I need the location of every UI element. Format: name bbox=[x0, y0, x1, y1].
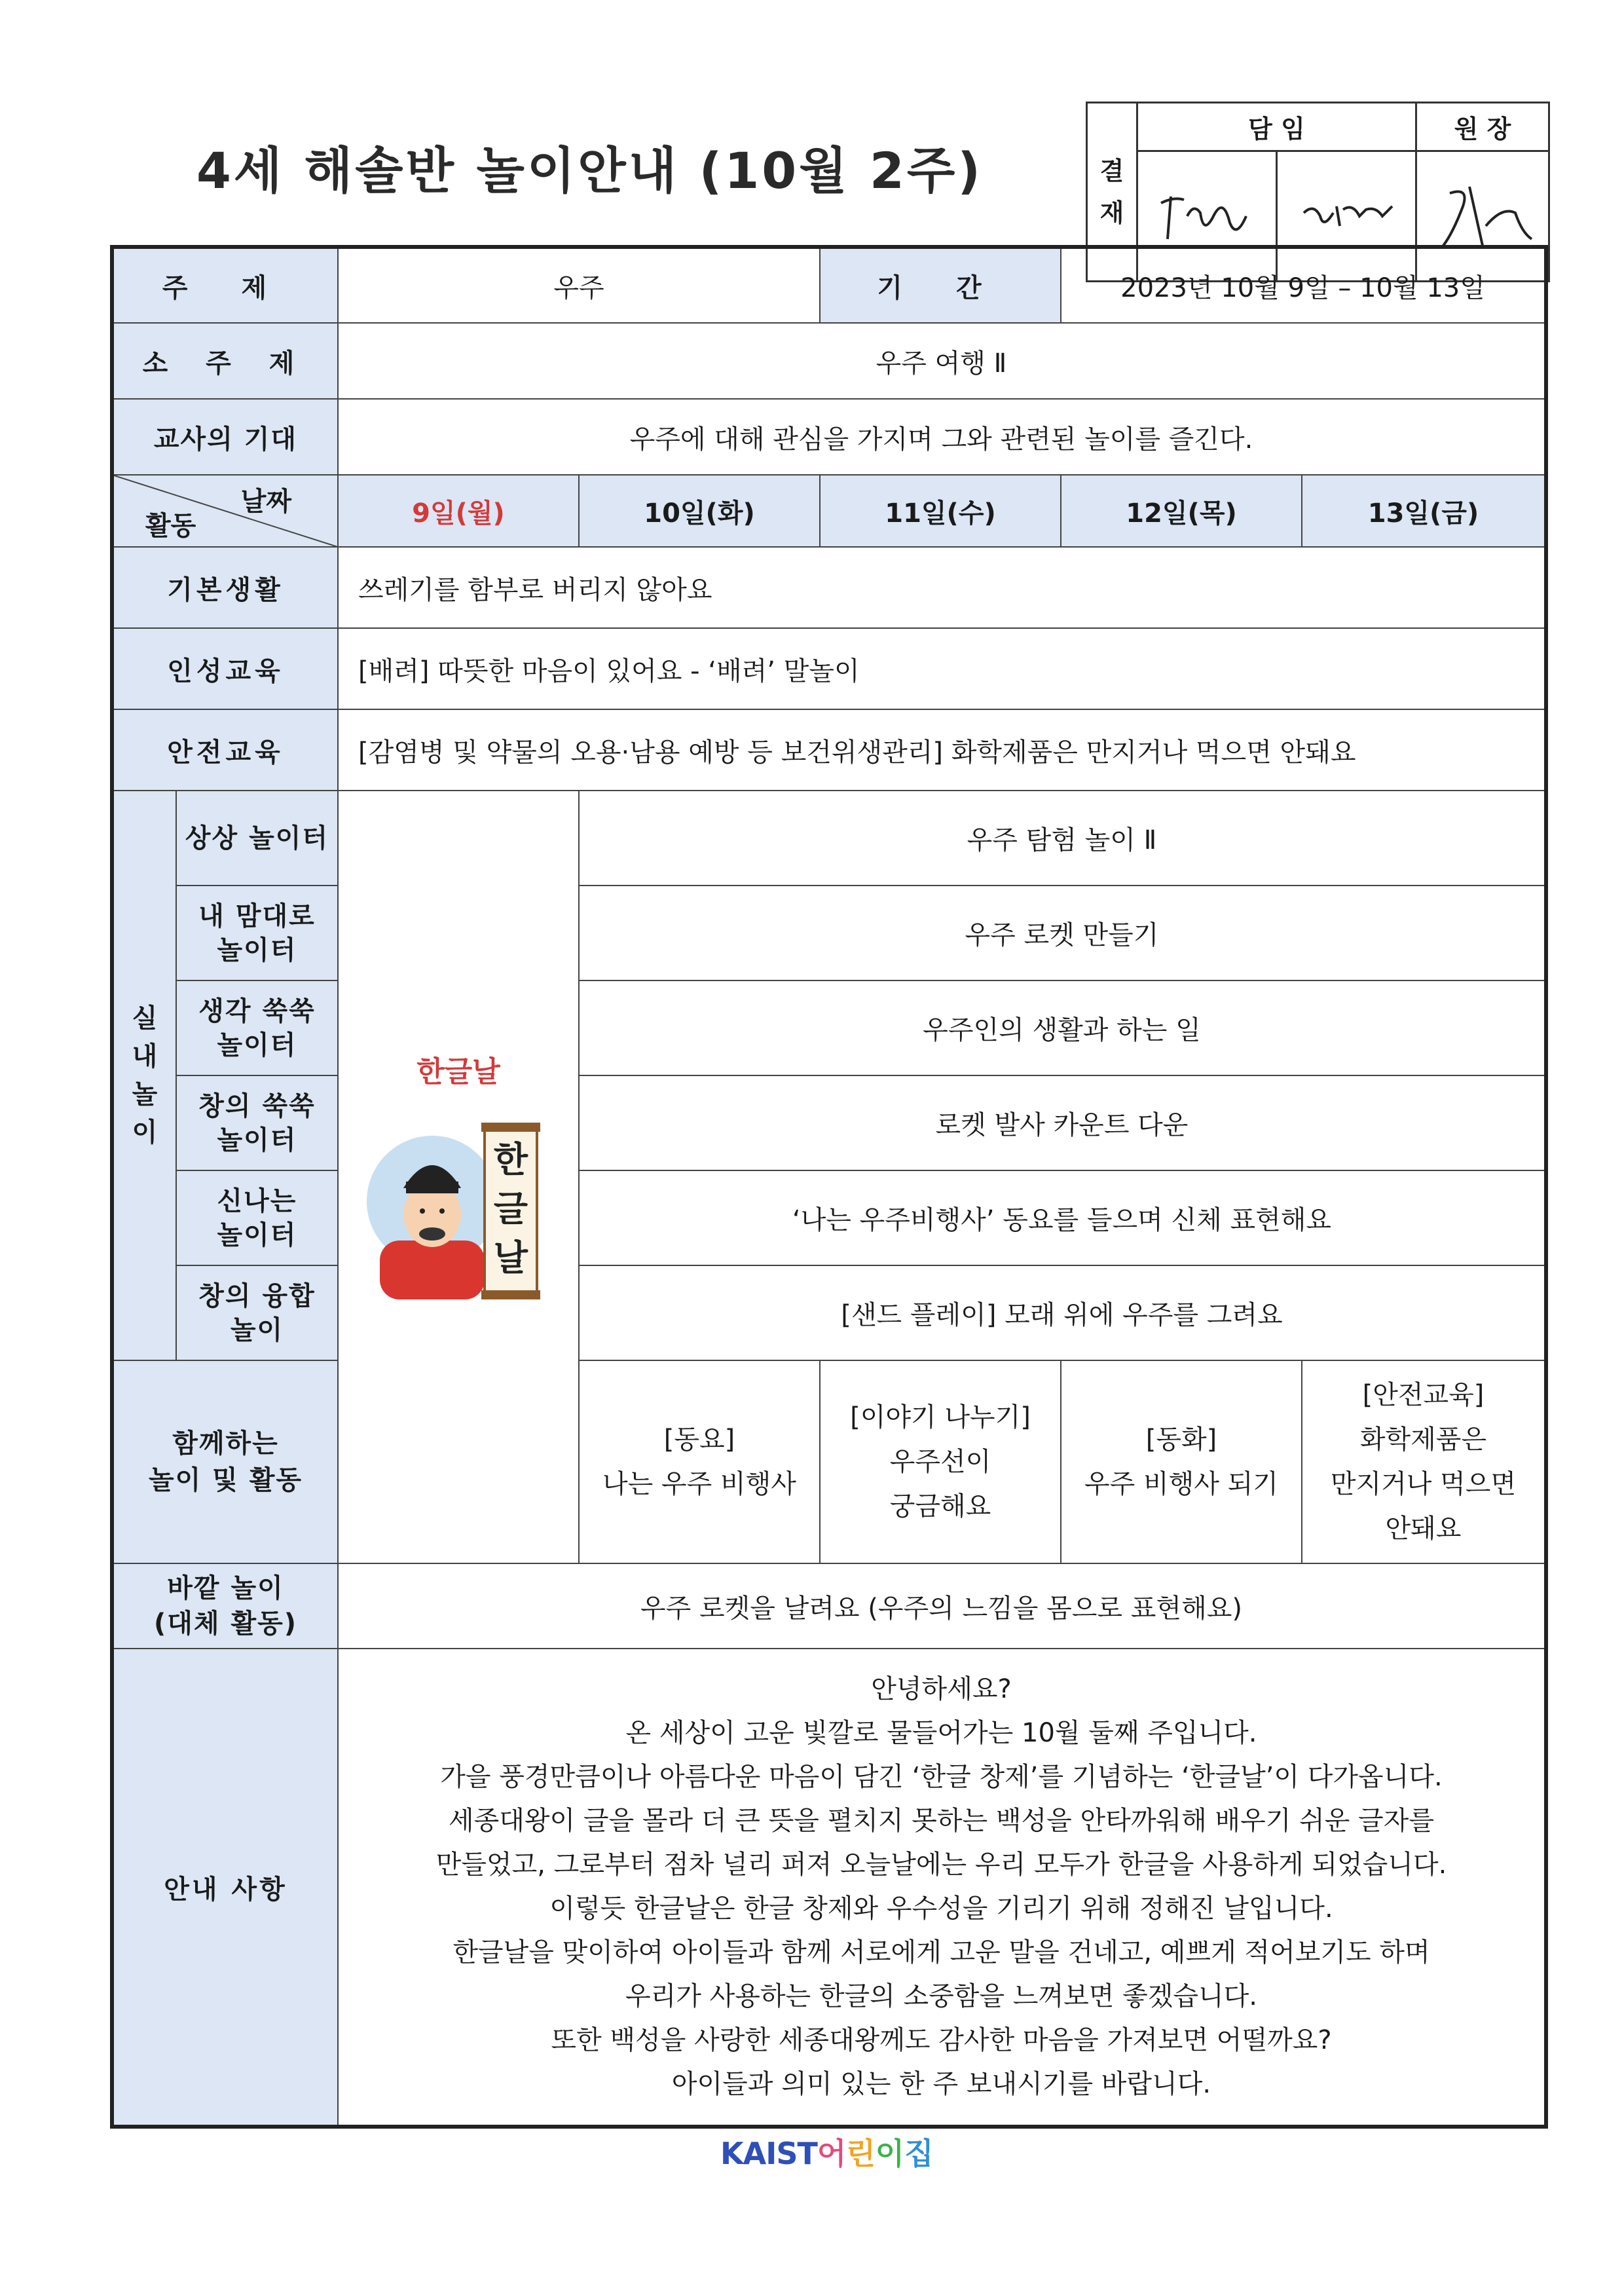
king-sejong-illustration bbox=[367, 1116, 550, 1299]
notice-line: 또한 백성을 사랑한 세종대왕께도 감사한 마음을 가져보면 어떨까요? bbox=[551, 2025, 1332, 2055]
logo-char: 이 bbox=[875, 2136, 905, 2171]
theme-value: 우주 bbox=[338, 247, 820, 323]
day-wed: 11일(수) bbox=[820, 475, 1061, 547]
day-tue: 10일(화) bbox=[579, 475, 820, 547]
kaist-kindergarten-logo bbox=[720, 2130, 934, 2173]
subtheme-label: 소 주 제 bbox=[112, 323, 338, 399]
area-activity: [샌드 플레이] 모래 위에 우주를 그려요 bbox=[579, 1265, 1546, 1360]
safety-edu-label: 안전교육 bbox=[112, 709, 338, 791]
notice-line: 우리가 사용하는 한글의 소중함을 느껴보면 좋겠습니다. bbox=[625, 1981, 1257, 2011]
together-item: [동화] 우주 비행사 되기 bbox=[1061, 1360, 1302, 1563]
together-item: [동요] 나는 우주 비행사 bbox=[579, 1360, 820, 1563]
scroll-char-1: 한 bbox=[493, 1139, 528, 1180]
together-item: [안전교육] 화학제품은 만지거나 먹으면 안돼요 bbox=[1302, 1360, 1546, 1563]
area-name: 내 맘대로 놀이터 bbox=[176, 886, 338, 980]
activity-label: 활동 bbox=[145, 511, 196, 541]
notice-line: 가을 풍경만큼이나 아름다운 마음이 담긴 ‘한글 창제’를 기념하는 ‘한글날’이 다가옵니다. bbox=[440, 1762, 1443, 1792]
logo-char: 집 bbox=[904, 2136, 934, 2171]
character-edu-label: 인성교육 bbox=[112, 628, 338, 709]
period-value: 2023년 10월 9일 – 10월 13일 bbox=[1061, 247, 1546, 323]
notice-line: 한글날을 맞이하여 아이들과 함께 서로에게 고운 말을 건네고, 예쁘게 적어보기도 하며 bbox=[452, 1937, 1430, 1968]
notice-line: 이렇듯 한글날은 한글 창제와 우수성을 기리기 위해 정해진 날입니다. bbox=[549, 1894, 1333, 1924]
area-activity: 우주 로켓 만들기 bbox=[579, 886, 1546, 980]
date-activity-header bbox=[112, 475, 338, 547]
notice-line: 아이들과 의미 있는 한 주 보내시기를 바랍니다. bbox=[671, 2069, 1211, 2099]
indoor-play-label: 실 내 놀 이 bbox=[112, 791, 176, 1360]
outdoor-label: 바깥 놀이 (대체 활동) bbox=[112, 1563, 338, 1649]
together-item: [이야기 나누기] 우주선이 궁금해요 bbox=[820, 1360, 1061, 1563]
holiday-title: 한글날 bbox=[416, 1055, 500, 1089]
teacher-header: 담 임 bbox=[1137, 103, 1416, 151]
day-fri: 13일(금) bbox=[1302, 475, 1546, 547]
area-activity: 우주 탐험 놀이 Ⅱ bbox=[579, 791, 1546, 886]
approval-label: 결 재 bbox=[1087, 103, 1137, 282]
subtheme-value: 우주 여행 Ⅱ bbox=[338, 323, 1546, 399]
notice-line: 안녕하세요? bbox=[871, 1674, 1012, 1704]
outdoor-value: 우주 로켓을 날려요 (우주의 느낌을 몸으로 표현해요) bbox=[338, 1563, 1546, 1649]
theme-label: 주 제 bbox=[112, 247, 338, 323]
notice-line: 만들었고, 그로부터 점차 널리 퍼져 오늘날에는 우리 모두가 한글을 사용하게 되었습니다. bbox=[435, 1850, 1447, 1880]
basic-life-label: 기본생활 bbox=[112, 547, 338, 628]
notice-label: 안내 사항 bbox=[112, 1649, 338, 2127]
logo-char: 린 bbox=[846, 2136, 876, 2171]
logo-kaist-text: KAIST bbox=[720, 2136, 817, 2171]
director-header: 원 장 bbox=[1416, 103, 1549, 151]
area-activity: 우주인의 생활과 하는 일 bbox=[579, 980, 1546, 1075]
character-edu-value: [배려] 따뜻한 마음이 있어요 - ‘배려’ 말놀이 bbox=[338, 628, 1546, 709]
notice-line: 온 세상이 고운 빛깔로 물들어가는 10월 둘째 주입니다. bbox=[625, 1718, 1257, 1748]
period-label: 기 간 bbox=[820, 247, 1061, 323]
logo-char: 어 bbox=[817, 2136, 847, 2171]
scroll-char-2: 글 bbox=[493, 1188, 528, 1229]
day-thu: 12일(목) bbox=[1061, 475, 1302, 547]
safety-edu-value: [감염병 및 약물의 오용·남용 예방 등 보건위생관리] 화학제품은 만지거나 먹으면 안돼요 bbox=[338, 709, 1546, 791]
notice-body bbox=[338, 1649, 1546, 2127]
area-name: 창의 쑥쑥 놀이터 bbox=[176, 1075, 338, 1170]
area-name: 창의 융합 놀이 bbox=[176, 1265, 338, 1360]
basic-life-value: 쓰레기를 함부로 버리지 않아요 bbox=[338, 547, 1546, 628]
expectation-label: 교사의 기대 bbox=[112, 399, 338, 475]
date-label: 날짜 bbox=[240, 487, 291, 517]
area-name: 상상 놀이터 bbox=[176, 791, 338, 886]
page-title: 4세 해솔반 놀이안내 (10월 2주) bbox=[196, 141, 983, 200]
plan-table bbox=[110, 245, 1548, 2129]
expectation-value: 우주에 대해 관심을 가지며 그와 관련된 놀이를 즐긴다. bbox=[338, 399, 1546, 475]
scroll-char-3: 날 bbox=[493, 1237, 528, 1278]
holiday-cell bbox=[338, 791, 579, 1563]
notice-line: 세종대왕이 글을 몰라 더 큰 뜻을 펼치지 못하는 백성을 안타까워해 배우기 쉬운 글자를 bbox=[449, 1806, 1434, 1836]
area-name: 신나는 놀이터 bbox=[176, 1170, 338, 1265]
day-mon: 9일(월) bbox=[338, 475, 579, 547]
area-activity: 로켓 발사 카운트 다운 bbox=[579, 1075, 1546, 1170]
area-activity: ‘나는 우주비행사’ 동요를 들으며 신체 표현해요 bbox=[579, 1170, 1546, 1265]
together-label: 함께하는 놀이 및 활동 bbox=[112, 1360, 338, 1563]
area-name: 생각 쑥쑥 놀이터 bbox=[176, 980, 338, 1075]
